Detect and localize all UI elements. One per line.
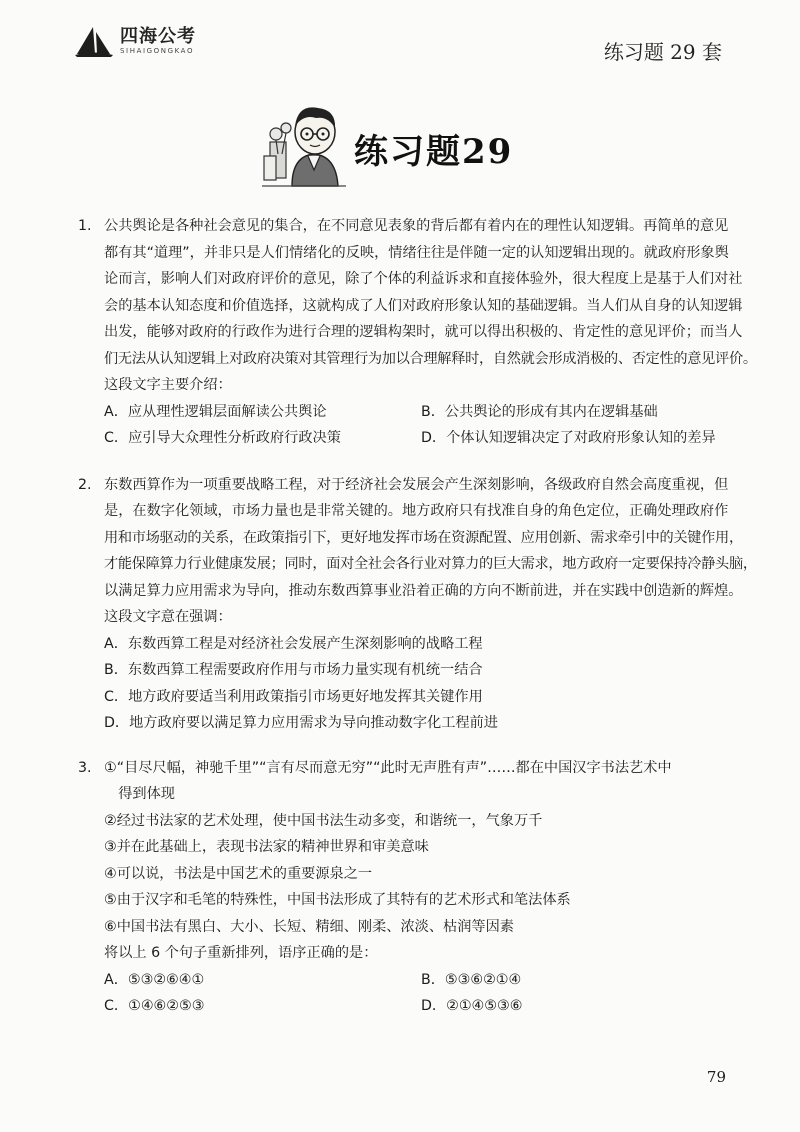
- question-prompt: 将以上 6 个句子重新排列，语序正确的是：: [104, 945, 378, 961]
- question-text-line: 公共舆论是各种社会意见的集合，在不同意见表象的背后都有着内在的理性认知逻辑。再简单的意见: [104, 218, 729, 234]
- question-text-line: 用和市场驱动的关系，在政策指引下，更好地发挥市场在资源配置、应用创新、需求牵引中的关键作用，: [104, 529, 743, 546]
- question-3: [78, 755, 738, 1020]
- option-c[interactable]: C．①④⑥②⑤③: [104, 998, 205, 1014]
- option-b[interactable]: B．⑤③⑥②①④: [421, 971, 522, 988]
- question-prompt: 这段文字主要介绍：: [104, 377, 232, 393]
- question-number: 3.: [78, 759, 92, 776]
- sail-logo-icon: [74, 24, 114, 58]
- option-d[interactable]: D．②①④⑤③⑥: [421, 998, 523, 1014]
- question-text-line: 是，在数字化领域，市场力量也是非常关键的。地方政府只有找准自身的角色定位，正确处理政府作: [104, 503, 729, 519]
- sentence-4: ④可以说，书法是中国艺术的重要源泉之一: [104, 865, 373, 882]
- sentence-5: ⑤由于汉字和毛笔的特殊性，中国书法形成了其特有的艺术形式和笔法体系: [104, 892, 571, 908]
- question-text-line: 会的基本认知态度和价值选择，这就构成了人们对政府形象认知的基础逻辑。当人们从自身的认知逻辑: [104, 297, 743, 314]
- title-block: [262, 98, 562, 194]
- question-1: [78, 213, 757, 452]
- sentence-1-continued: 得到体现: [104, 786, 175, 802]
- question-text-line: 以满足算力应用需求为导向，推动东数西算事业沿着正确的方向不断前进，并在实践中创造新的辉煌。: [104, 582, 743, 599]
- set-label: 练习题 29 套: [603, 40, 722, 64]
- question-list: [78, 213, 757, 1020]
- brand-logo: [74, 24, 196, 58]
- option-b[interactable]: B．东数西算工程需要政府作用与市场力量实现有机统一结合: [104, 662, 483, 678]
- option-d[interactable]: D．地方政府要以满足算力应用需求为导向推动数字化工程前进: [104, 715, 498, 731]
- question-number: 2.: [78, 476, 92, 493]
- option-a[interactable]: A．⑤③②⑥④①: [104, 971, 205, 988]
- question-text-line: 们无法从认知逻辑上对政府决策对其管理行为加以合理解释时，自然就会形成消极的、否定性的意见评价。: [104, 350, 757, 367]
- page-title: 练习题29: [354, 132, 514, 172]
- option-a[interactable]: A．应从理性逻辑层面解读公共舆论: [104, 403, 327, 420]
- question-prompt: 这段文字意在强调：: [104, 609, 232, 625]
- sentence-3: ③并在此基础上，表现书法家的精神世界和审美意味: [104, 839, 429, 855]
- question-text-line: 都有其“道理”，并非只是人们情绪化的反映，情绪往往是伴随一定的认知逻辑出现的。就政府形象舆: [104, 244, 729, 261]
- question-text-line: 东数西算作为一项重要战略工程，对于经济社会发展会产生深刻影响，各级政府自然会高度重视，但: [104, 476, 729, 493]
- sentence-1: ①“目尽尺幅，神驰千里”“言有尽而意无穷”“此时无声胜有声”……都在中国汉字书法艺术中: [104, 759, 672, 776]
- sentence-6: ⑥中国书法有黑白、大小、长短、精细、刚柔、浓淡、枯润等因素: [104, 918, 514, 935]
- option-c[interactable]: C．地方政府要适当利用政策指引市场更好地发挥其关键作用: [104, 688, 483, 705]
- sentence-2: ②经过书法家的艺术处理，使中国书法生动多变，和谐统一，气象万千: [104, 812, 543, 829]
- question-text-line: 出发，能够对政府的行政作为进行合理的逻辑构架时，就可以得出积极的、肯定性的意见评价；而当人: [104, 324, 743, 340]
- question-2: [78, 472, 757, 737]
- question-text-line: 才能保障算力行业健康发展；同时，面对全社会各行业对算力的巨大需求，地方政府一定要保持冷静头脑，: [104, 556, 757, 572]
- page-number: 79: [706, 1068, 726, 1086]
- brand-name: 四海公考: [120, 25, 196, 47]
- option-c[interactable]: C．应引导大众理性分析政府行政决策: [104, 430, 341, 446]
- option-d[interactable]: D．个体认知逻辑决定了对政府形象认知的差异: [421, 430, 716, 446]
- question-text-line: 论而言，影响人们对政府评价的意见，除了个体的利益诉求和直接体验外，很大程度上是基于人们对社: [104, 271, 743, 287]
- student-mascot-icon: [262, 98, 350, 190]
- question-number: 1.: [78, 218, 92, 234]
- option-b[interactable]: B．公共舆论的形成有其内在逻辑基础: [421, 403, 658, 420]
- page-header: [0, 0, 800, 90]
- brand-name-latin: SIHAIGONGKAO: [120, 46, 195, 55]
- option-a[interactable]: A．东数西算工程是对经济社会发展产生深刻影响的战略工程: [104, 635, 483, 652]
